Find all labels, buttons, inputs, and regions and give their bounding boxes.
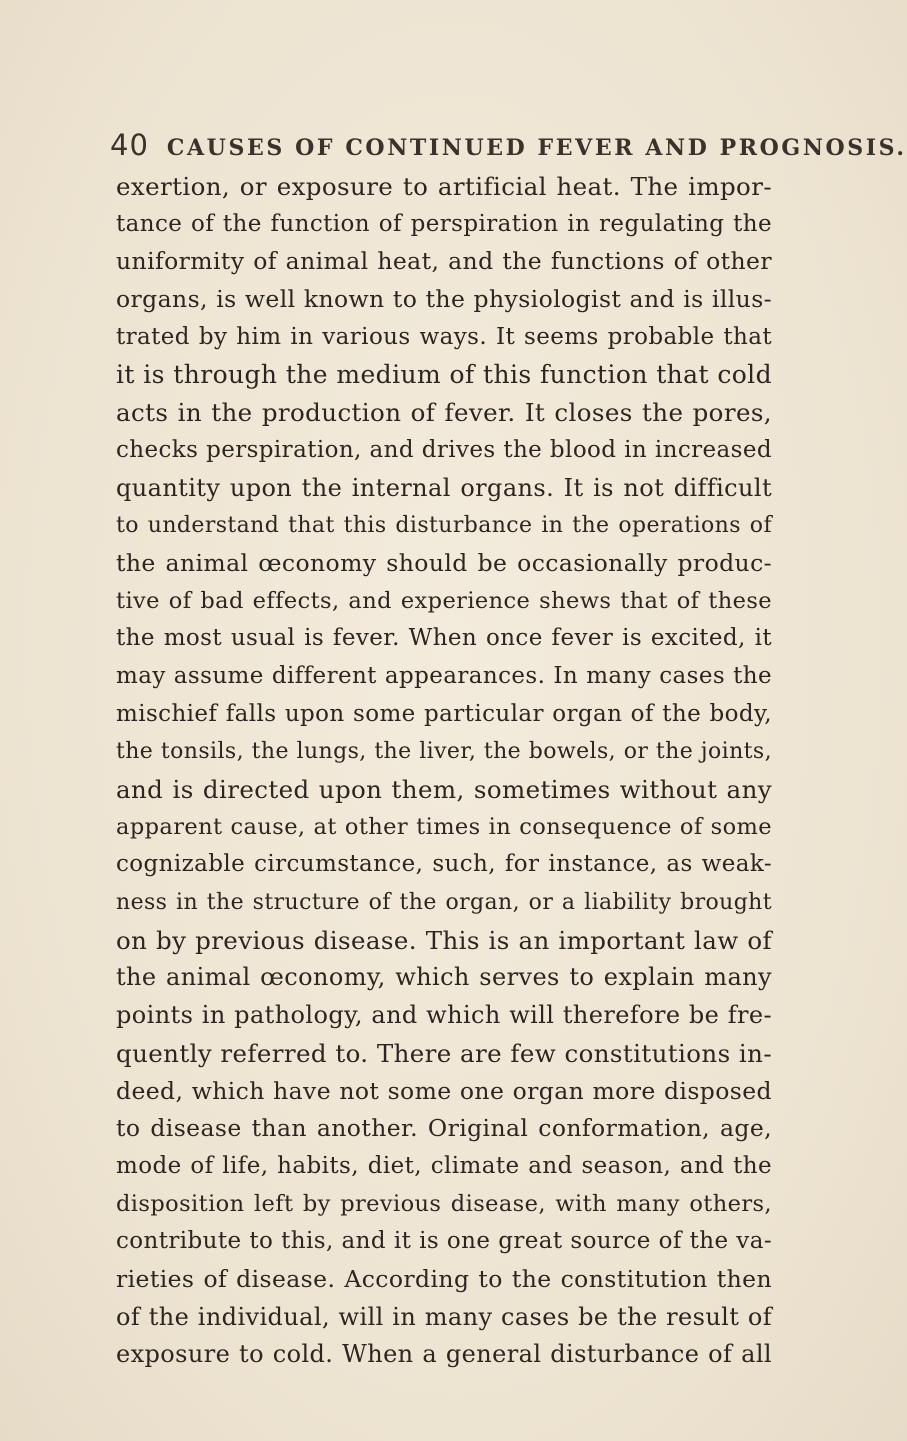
text-line: mischief falls upon some particular organ of the body,: [116, 700, 772, 727]
text-line: points in pathology, and which will therefore be fre-: [116, 1001, 772, 1030]
text-line: disposition left by previous disease, with many others,: [116, 1190, 772, 1217]
text-line: acts in the production of fever. It closes the pores,: [116, 398, 772, 428]
text-line: the most usual is fever. When once fever is excited, it: [116, 625, 772, 652]
page-number: 40: [110, 128, 149, 162]
text-line: quently referred to. There are few constitutions in-: [116, 1038, 772, 1068]
text-line: exposure to cold. When a general disturbance of all: [116, 1340, 772, 1369]
text-line: quantity upon the internal organs. It is not difficult: [116, 473, 772, 502]
text-line: on by previous disease. This is an important law of: [116, 925, 772, 955]
text-line: deed, which have not some one organ more disposed: [116, 1076, 772, 1105]
text-line: the tonsils, the lungs, the liver, the bowels, or the joints,: [116, 739, 772, 765]
text-line: apparent cause, at other times in consequence of some: [116, 813, 772, 840]
text-line: may assume different appearances. In many cases the: [116, 662, 772, 689]
text-line: organs, is well known to the physiologist and is illus-: [116, 285, 772, 314]
text-line: to understand that this disturbance in the operations of: [116, 513, 772, 539]
body-text: [116, 168, 772, 1374]
text-line: contribute to this, and it is one great source of the va-: [116, 1228, 772, 1255]
text-line: tive of bad effects, and experience shews that of these: [116, 587, 772, 614]
text-line: rieties of disease. According to the constitution then: [116, 1264, 772, 1293]
text-line: and is directed upon them, sometimes without any: [116, 775, 772, 804]
text-line: cognizable circumstance, such, for instance, as weak-: [116, 851, 772, 878]
text-line: uniformity of animal heat, and the functions of other: [116, 247, 772, 276]
running-head: [110, 128, 907, 172]
text-line: it is through the medium of this function that cold: [116, 360, 772, 390]
text-line: mode of life, habits, diet, climate and season, and the: [116, 1152, 772, 1179]
text-line: to disease than another. Original conformation, age,: [116, 1114, 772, 1143]
text-line: ness in the structure of the organ, or a liability brought: [116, 890, 772, 916]
text-line: exertion, or exposure to artificial heat. The impor-: [116, 172, 772, 201]
text-line: trated by him in various ways. It seems probable that: [116, 323, 772, 350]
text-line: the animal œconomy should be occasionally produc-: [116, 548, 772, 577]
text-line: of the individual, will in many cases be the result of: [116, 1302, 772, 1331]
text-line: the animal œconomy, which serves to explain many: [116, 963, 772, 992]
text-line: tance of the function of perspiration in regulating the: [116, 210, 772, 237]
running-title: CAUSES OF CONTINUED FEVER AND PROGNOSIS.: [166, 135, 907, 161]
text-line: checks perspiration, and drives the blood in increased: [116, 436, 772, 463]
